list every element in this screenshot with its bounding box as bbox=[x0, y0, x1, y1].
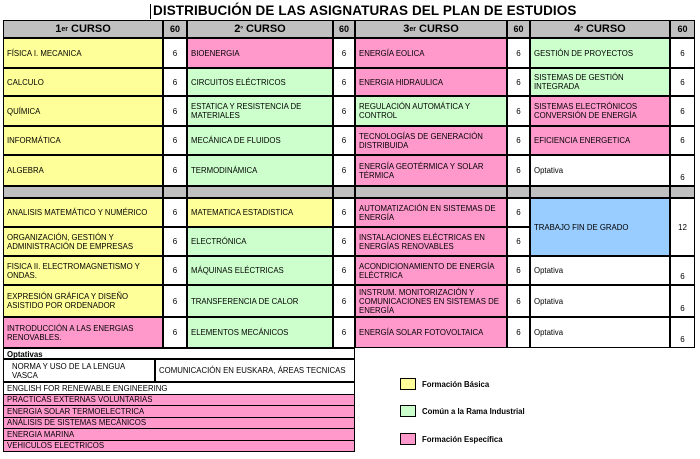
subject-credits: 6 bbox=[507, 155, 530, 186]
optativa-item: VEHICULOS ELECTRICOS bbox=[3, 440, 355, 453]
course-credits-header: 60 bbox=[163, 20, 187, 38]
optativa-item: PRACTICAS EXTERNAS VOLUNTARIAS bbox=[3, 394, 355, 407]
course-number: 4 bbox=[574, 23, 581, 35]
optativa-item: ENERGIA MARINA bbox=[3, 428, 355, 441]
course-word: CURSO bbox=[582, 23, 626, 35]
legend-swatch bbox=[400, 378, 416, 390]
optativa-credits: 6 bbox=[670, 256, 695, 285]
course-word: CURSO bbox=[242, 23, 286, 35]
course-ordinal: º bbox=[580, 25, 583, 33]
subject-credits: 6 bbox=[670, 126, 695, 155]
subject-cell: SISTEMAS ELECTRÓNICOS CONVERSIÓN DE ENERGÍA bbox=[530, 96, 670, 126]
legend-swatch bbox=[400, 405, 416, 417]
row-separator bbox=[530, 186, 670, 198]
subject-credits: 6 bbox=[507, 198, 530, 227]
subject-cell: CIRCUITOS ELÉCTRICOS bbox=[187, 68, 333, 96]
subject-cell: INSTRUM. MONITORIZACIÓN Y COMUNICACIONES EN SISTEMAS DE ENERGÍA bbox=[355, 285, 507, 317]
course-ordinal: er bbox=[61, 25, 68, 33]
subject-credits: 6 bbox=[670, 38, 695, 68]
subject-credits: 6 bbox=[507, 126, 530, 155]
course-credits-header: 60 bbox=[333, 20, 355, 38]
subject-cell: GESTIÓN DE PROYECTOS bbox=[530, 38, 670, 68]
subject-cell: TECNOLOGÍAS DE GENERACIÓN DISTRIBUIDA bbox=[355, 126, 507, 155]
subject-credits: 6 bbox=[333, 155, 355, 186]
subject-cell: EFICIENCIA ENERGETICA bbox=[530, 126, 670, 155]
subject-credits: 6 bbox=[163, 68, 187, 96]
subject-credits: 6 bbox=[333, 198, 355, 227]
course-ordinal: º bbox=[240, 25, 243, 33]
subject-credits: 6 bbox=[333, 317, 355, 348]
subject-cell: Optativa bbox=[530, 155, 670, 186]
subject-credits: 6 bbox=[163, 38, 187, 68]
subject-credits: 6 bbox=[333, 96, 355, 126]
subject-cell: QUÍMICA bbox=[3, 96, 163, 126]
subject-cell: ALGEBRA bbox=[3, 155, 163, 186]
course-ordinal: er bbox=[409, 25, 416, 33]
optativa-item: ANÁLISIS DE SISTEMAS MECÁNICOS bbox=[3, 417, 355, 430]
row-separator bbox=[507, 186, 530, 198]
subject-credits: 6 bbox=[163, 126, 187, 155]
course-number: 3 bbox=[403, 23, 410, 35]
optativa-cell: Optativa bbox=[530, 256, 670, 285]
subject-cell: REGULACIÓN AUTOMÁTICA Y CONTROL bbox=[355, 96, 507, 126]
legend-label: Formación Básica bbox=[422, 380, 490, 389]
subject-cell: INSTALACIONES ELÉCTRICAS EN ENERGÍAS RENOVABLES bbox=[355, 227, 507, 256]
subject-credits: 6 bbox=[333, 285, 355, 317]
row-separator bbox=[333, 186, 355, 198]
subject-cell: BIOENERGIA bbox=[187, 38, 333, 68]
tfg-credits: 12 bbox=[670, 198, 695, 256]
subject-cell: ACONDICIONAMIENTO DE ENERGÍA ELÉCTRICA bbox=[355, 256, 507, 285]
subject-credits: 6 bbox=[507, 256, 530, 285]
subject-credits: 6 bbox=[670, 68, 695, 96]
subject-credits: 6 bbox=[507, 285, 530, 317]
subject-credits: 6 bbox=[333, 68, 355, 96]
row-separator bbox=[355, 186, 507, 198]
subject-cell: TRANSFERENCIA DE CALOR bbox=[187, 285, 333, 317]
row-separator bbox=[670, 186, 695, 198]
course-credits-header: 60 bbox=[507, 20, 530, 38]
subject-credits: 6 bbox=[670, 155, 695, 186]
subject-cell: CALCULO bbox=[3, 68, 163, 96]
subject-cell: ENERGIA HIDRAULICA bbox=[355, 68, 507, 96]
subject-credits: 6 bbox=[163, 155, 187, 186]
subject-cell: EXPRESIÓN GRÁFICA Y DISEÑO ASISTIDO POR ORDENADOR bbox=[3, 285, 163, 317]
subject-cell: TERMODINÁMICA bbox=[187, 155, 333, 186]
subject-cell: FÍSICA I. MECANICA bbox=[3, 38, 163, 68]
subject-cell: ENERGÍA EOLICA bbox=[355, 38, 507, 68]
subject-cell: AUTOMATIZACIÓN EN SISTEMAS DE ENERGÍA bbox=[355, 198, 507, 227]
course-number: 1 bbox=[55, 23, 62, 35]
row-separator bbox=[3, 186, 163, 198]
optativas-title: Optativas bbox=[3, 348, 355, 359]
course-header-2 bbox=[187, 20, 333, 38]
tfg-cell: TRABAJO FIN DE GRADO bbox=[530, 198, 670, 256]
subject-cell: INFORMÁTICA bbox=[3, 126, 163, 155]
subject-cell: ELEMENTOS MECÁNICOS bbox=[187, 317, 333, 348]
subject-credits: 6 bbox=[163, 317, 187, 348]
subject-cell: ESTATICA Y RESISTENCIA DE MATERIALES bbox=[187, 96, 333, 126]
subject-cell: ANALISIS MATEMÁTICO Y NUMÉRICO bbox=[3, 198, 163, 227]
optativa-item: ENERGIA SOLAR TERMOELECTRICA bbox=[3, 405, 355, 418]
subject-credits: 6 bbox=[163, 227, 187, 256]
subject-credits: 6 bbox=[333, 256, 355, 285]
legend-label: Formación Específica bbox=[422, 435, 503, 444]
course-word: CURSO bbox=[415, 23, 459, 35]
legend-swatch bbox=[400, 433, 416, 445]
subject-credits: 6 bbox=[507, 317, 530, 348]
course-header-4 bbox=[530, 20, 670, 38]
optativa-item: COMUNICACIÓN EN EUSKARA, ÁREAS TECNICAS bbox=[155, 359, 355, 382]
course-number: 2 bbox=[234, 23, 241, 35]
subject-credits: 6 bbox=[163, 198, 187, 227]
course-word: CURSO bbox=[67, 23, 111, 35]
subject-credits: 6 bbox=[507, 38, 530, 68]
optativa-credits: 6 bbox=[670, 285, 695, 317]
subject-cell: MATEMATICA ESTADISTICA bbox=[187, 198, 333, 227]
subject-credits: 6 bbox=[507, 68, 530, 96]
subject-credits: 6 bbox=[163, 256, 187, 285]
subject-credits: 6 bbox=[333, 38, 355, 68]
subject-credits: 6 bbox=[333, 126, 355, 155]
subject-credits: 6 bbox=[163, 96, 187, 126]
optativa-cell: Optativa bbox=[530, 285, 670, 317]
optativa-item: ENGLISH FOR RENEWABLE ENGINEERING bbox=[3, 382, 355, 395]
optativa-credits: 6 bbox=[670, 317, 695, 348]
subject-credits: 6 bbox=[507, 96, 530, 126]
subject-cell: MÁQUINAS ELÉCTRICAS bbox=[187, 256, 333, 285]
subject-cell: ELECTRÓNICA bbox=[187, 227, 333, 256]
page-title: DISTRIBUCIÓN DE LAS ASIGNATURAS DEL PLAN DE ESTUDIOS bbox=[153, 3, 577, 18]
row-separator bbox=[163, 186, 187, 198]
subject-cell: MECÁNICA DE FLUIDOS bbox=[187, 126, 333, 155]
course-header-1 bbox=[3, 20, 163, 38]
subject-cell: SISTEMAS DE GESTIÓN INTEGRADA bbox=[530, 68, 670, 96]
subject-cell: ENERGÍA GEOTÉRMICA Y SOLAR TÉRMICA bbox=[355, 155, 507, 186]
course-credits-header: 60 bbox=[670, 20, 695, 38]
subject-credits: 6 bbox=[507, 227, 530, 256]
subject-cell: INTRODUCCIÓN A LAS ENERGIAS RENOVABLES. bbox=[3, 317, 163, 348]
subject-credits: 6 bbox=[670, 96, 695, 126]
legend-label: Común a la Rama Industrial bbox=[422, 407, 525, 416]
optativa-item: NORMA Y USO DE LA LENGUA VASCA bbox=[3, 359, 155, 382]
subject-credits: 6 bbox=[333, 227, 355, 256]
subject-cell: FISICA II. ELECTROMAGNETISMO Y ONDAS. bbox=[3, 256, 163, 285]
optativa-cell: Optativa bbox=[530, 317, 670, 348]
subject-credits: 6 bbox=[163, 285, 187, 317]
subject-cell: ORGANIZACIÓN, GESTIÓN Y ADMINISTRACIÓN DE EMPRESAS bbox=[3, 227, 163, 256]
course-header-3 bbox=[355, 20, 507, 38]
row-separator bbox=[187, 186, 333, 198]
subject-cell: ENERGÍA SOLAR FOTOVOLTAICA bbox=[355, 317, 507, 348]
